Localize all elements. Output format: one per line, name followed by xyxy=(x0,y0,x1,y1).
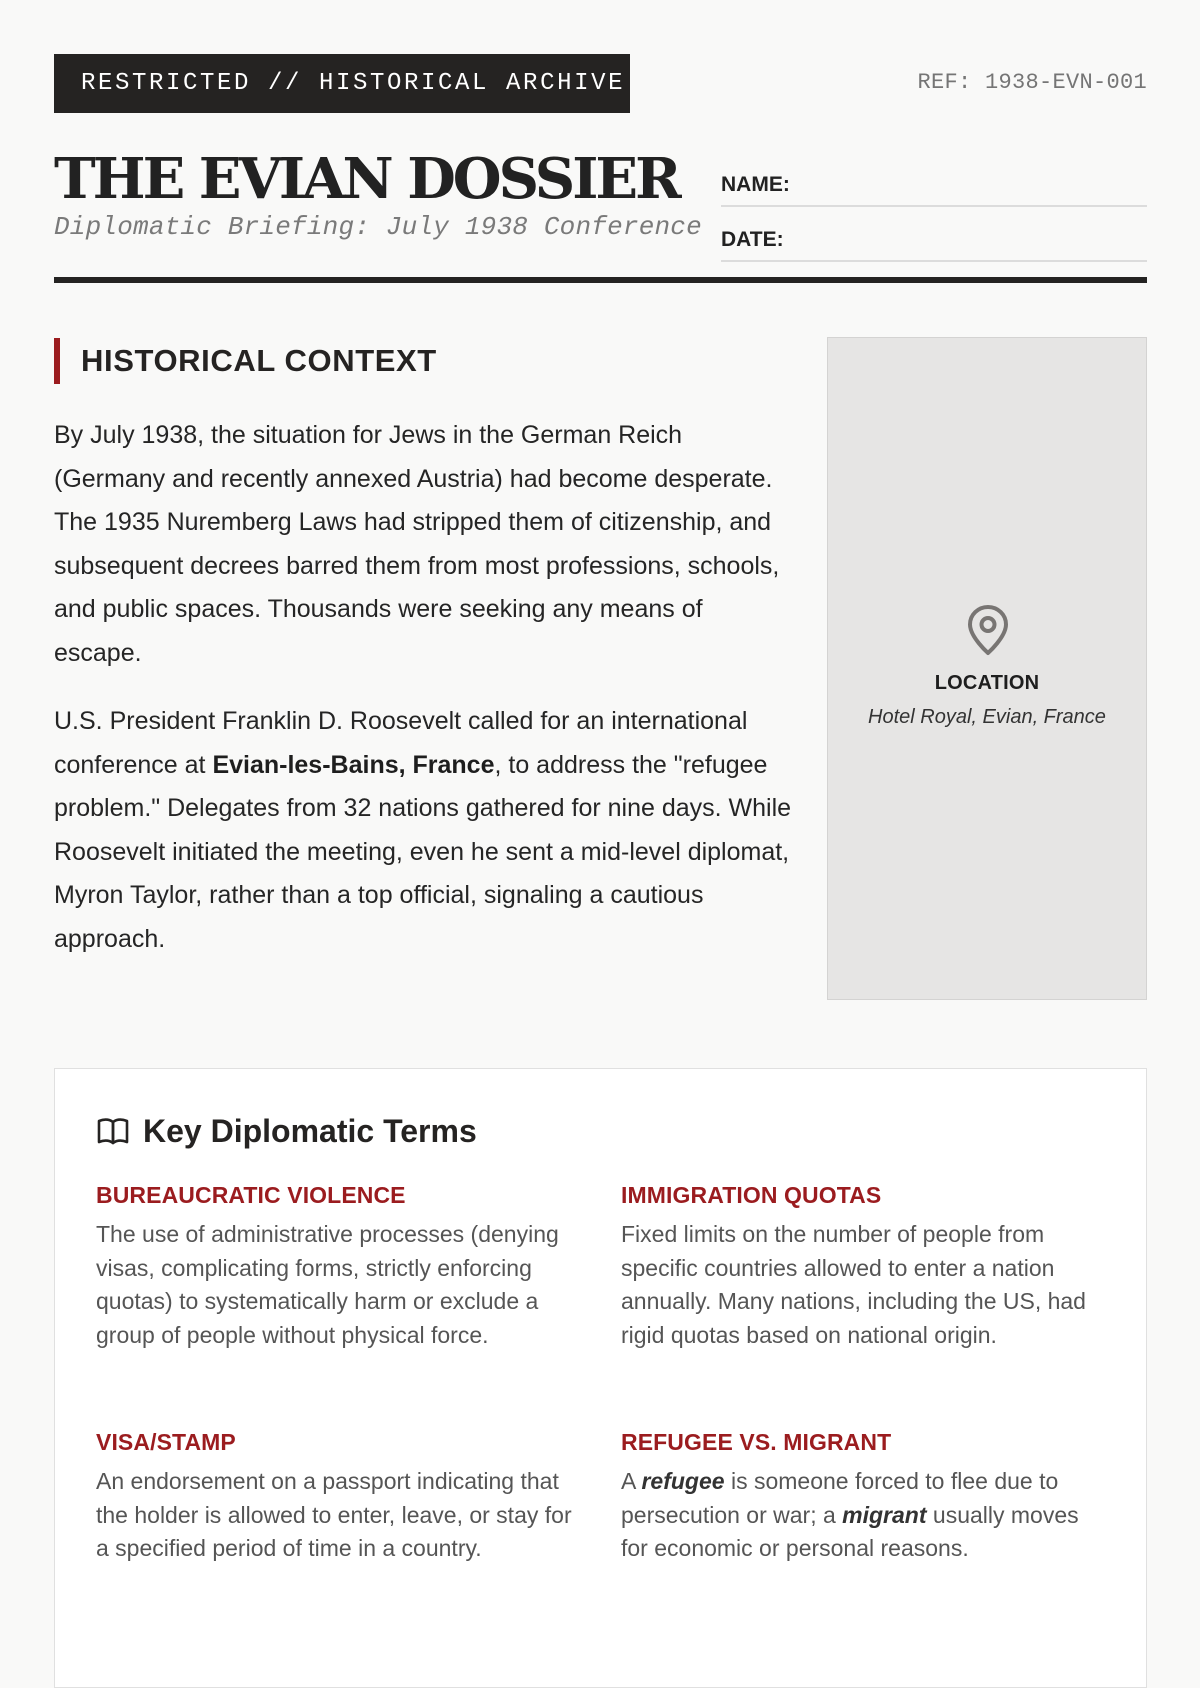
classification-banner: RESTRICTED // HISTORICAL ARCHIVE xyxy=(54,54,630,113)
term-definition: Fixed limits on the number of people from specific countries allowed to enter a nation annually. Many nations, including the US, had rigid quotas based on national origin. xyxy=(621,1221,1086,1348)
name-field-label: NAME: xyxy=(721,173,790,196)
definition-text: usually moves for economic or personal reasons. xyxy=(621,1501,1079,1561)
map-pin-icon xyxy=(966,604,1010,656)
date-field-label: DATE: xyxy=(721,228,784,251)
reference-number: REF: 1938-EVN-001 xyxy=(917,70,1147,95)
name-field[interactable] xyxy=(721,154,1147,207)
term-emphasis-refugee: refugee xyxy=(641,1468,725,1494)
page-title: THE EVIAN DOSSIER xyxy=(54,146,679,212)
title-block xyxy=(54,146,714,242)
key-terms-header xyxy=(96,1109,477,1153)
paragraph-2-text-start: U.S. President Franklin D. Roosevelt called for an international conference at xyxy=(54,707,748,779)
paragraph-2-text-end: , to address the "refugee problem." Delegates from 32 nations gathered for nine days. While Roosevelt initiated the meeting, even he sent a mid-level diplomat, Myron Taylor, rather than a top official, signaling a cautious approach. xyxy=(54,750,792,953)
header-top-row xyxy=(54,54,1147,114)
term-definition xyxy=(621,1465,1111,1566)
context-paragraph-2 xyxy=(54,700,794,961)
term-name: BUREAUCRATIC VIOLENCE xyxy=(96,1182,406,1208)
dossier-page xyxy=(54,54,1147,1561)
term-name: REFUGEE VS. MIGRANT xyxy=(621,1429,892,1455)
term-definition: The use of administrative processes (denying visas, complicating forms, strictly enforcing quotas) to systematically harm or exclude a group of people without physical force. xyxy=(96,1221,559,1348)
definition-text: A xyxy=(621,1468,642,1494)
date-field[interactable] xyxy=(721,207,1147,262)
term-name: VISA/STAMP xyxy=(96,1429,236,1455)
page-subtitle: Diplomatic Briefing: July 1938 Conference xyxy=(54,212,702,242)
term-item xyxy=(96,1427,586,1566)
term-item xyxy=(621,1427,1111,1566)
key-terms-card xyxy=(54,1068,1147,1688)
key-terms-title: Key Diplomatic Terms xyxy=(143,1112,477,1149)
location-label: LOCATION xyxy=(934,672,1040,694)
term-name: IMMIGRATION QUOTAS xyxy=(621,1182,882,1208)
location-placeholder xyxy=(827,337,1147,1000)
definition-text: is someone forced to flee due to persecution or war; a xyxy=(621,1468,1059,1528)
term-definition: An endorsement on a passport indicating that the holder is allowed to enter, leave, or stay for a specified period of time in a country. xyxy=(96,1468,572,1561)
term-item xyxy=(621,1180,1111,1352)
student-fields xyxy=(721,154,1147,262)
location-value: Hotel Royal, Evian, France xyxy=(868,706,1106,728)
section-heading: HISTORICAL CONTEXT xyxy=(54,338,794,384)
evian-location-highlight: Evian-les-Bains, France xyxy=(212,750,495,779)
book-open-icon xyxy=(96,1116,130,1146)
term-emphasis-migrant: migrant xyxy=(842,1501,927,1528)
term-item xyxy=(96,1180,586,1352)
historical-context-section xyxy=(54,338,794,961)
context-paragraph-1: By July 1938, the situation for Jews in the German Reich (Germany and recently annexed Austria) had become desperate. The 1935 Nuremberg Laws had stripped them of citizenship, and subsequent decrees barred them from most professions, schools, and public spaces. Thousands were seeking any means of escape. xyxy=(54,421,780,667)
header-divider xyxy=(54,277,1147,283)
